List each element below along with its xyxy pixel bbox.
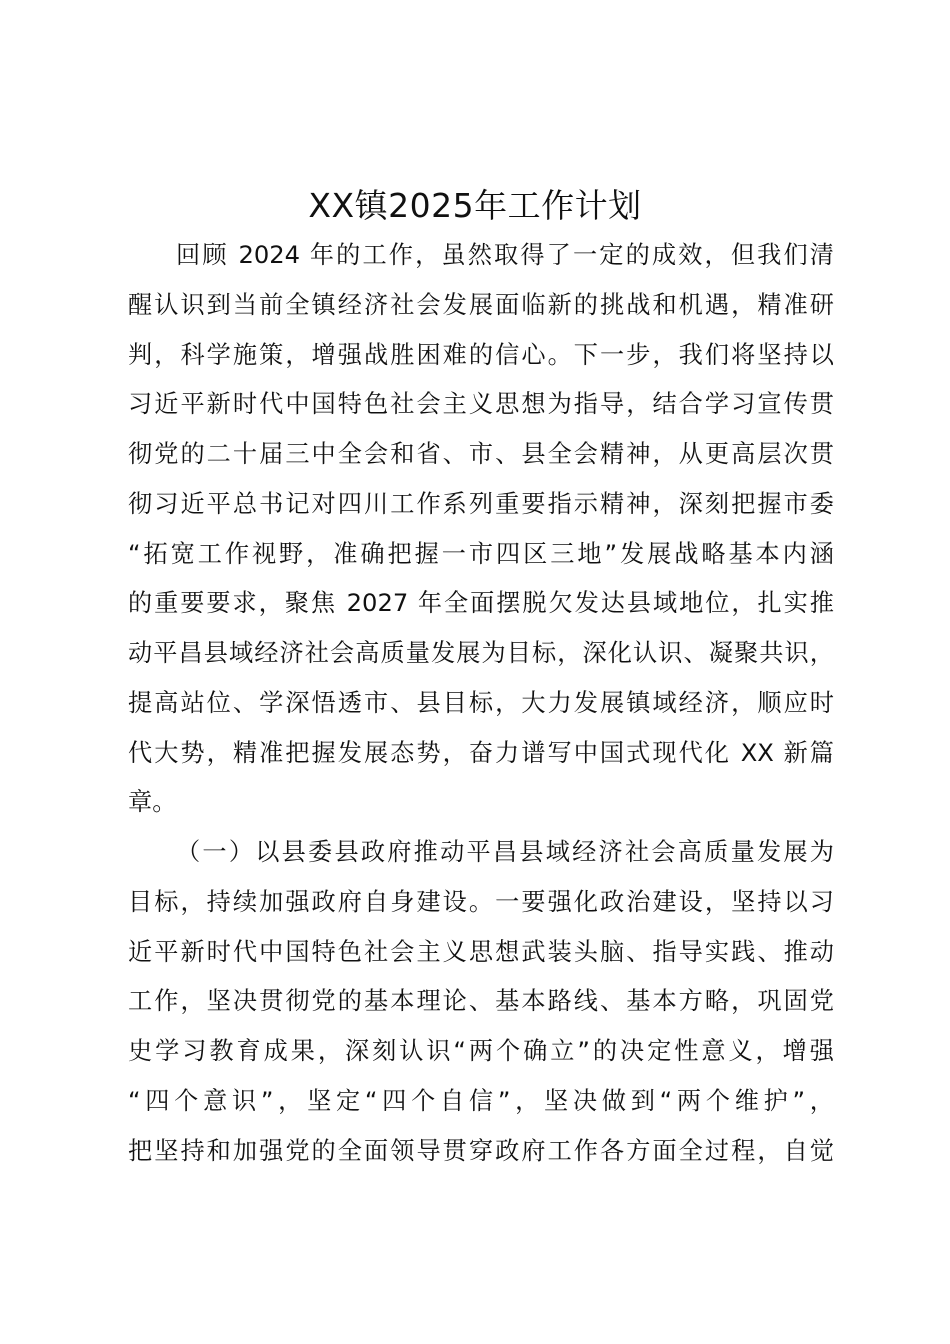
text-line: 代大势，精准把握发展态势，奋力谱写中国式现代化 XX 新篇 [128,739,834,767]
text-line: 动平昌县域经济社会高质量发展为目标，深化认识、凝聚共识， [128,639,834,667]
text-line: 提高站位、学深悟透市、县目标，大力发展镇域经济，顺应时 [128,689,834,717]
text-line: 习近平新时代中国特色社会主义思想为指导，结合学习宣传贯 [128,390,834,418]
text-line: 判，科学施策，增强战胜困难的信心。下一步，我们将坚持以 [128,341,834,369]
text-line: 醒认识到当前全镇经济社会发展面临新的挑战和机遇，精准研 [128,291,834,319]
text-line: 回顾 2024 年的工作，虽然取得了一定的成效，但我们清 [176,241,834,269]
text-line: 目标，持续加强政府自身建设。一要强化政治建设，坚持以习 [128,888,834,916]
text-line: “四个意识”，坚定“四个自信”，坚决做到“两个维护”， [128,1087,834,1115]
document-title: XX镇2025年工作计划 [308,186,642,225]
text-line: 工作，坚决贯彻党的基本理论、基本路线、基本方略，巩固党 [128,987,834,1015]
text-line: “拓宽工作视野，准确把握一市四区三地”发展战略基本内涵 [128,540,834,568]
text-line: 彻习近平总书记对四川工作系列重要指示精神，深刻把握市委 [128,490,834,518]
text-line: 史学习教育成果，深刻认识“两个确立”的决定性意义，增强 [128,1037,834,1065]
text-line: 近平新时代中国特色社会主义思想武装头脑、指导实践、推动 [128,938,834,966]
text-line: （一）以县委县政府推动平昌县域经济社会高质量发展为 [176,838,834,866]
text-line: 彻党的二十届三中全会和省、市、县全会精神，从更高层次贯 [128,440,834,468]
text-line: 的重要要求，聚焦 2027 年全面摆脱欠发达县域地位，扎实推 [128,589,834,617]
text-line: 把坚持和加强党的全面领导贯穿政府工作各方面全过程，自觉 [128,1137,834,1165]
text-line: 章。 [128,788,177,816]
